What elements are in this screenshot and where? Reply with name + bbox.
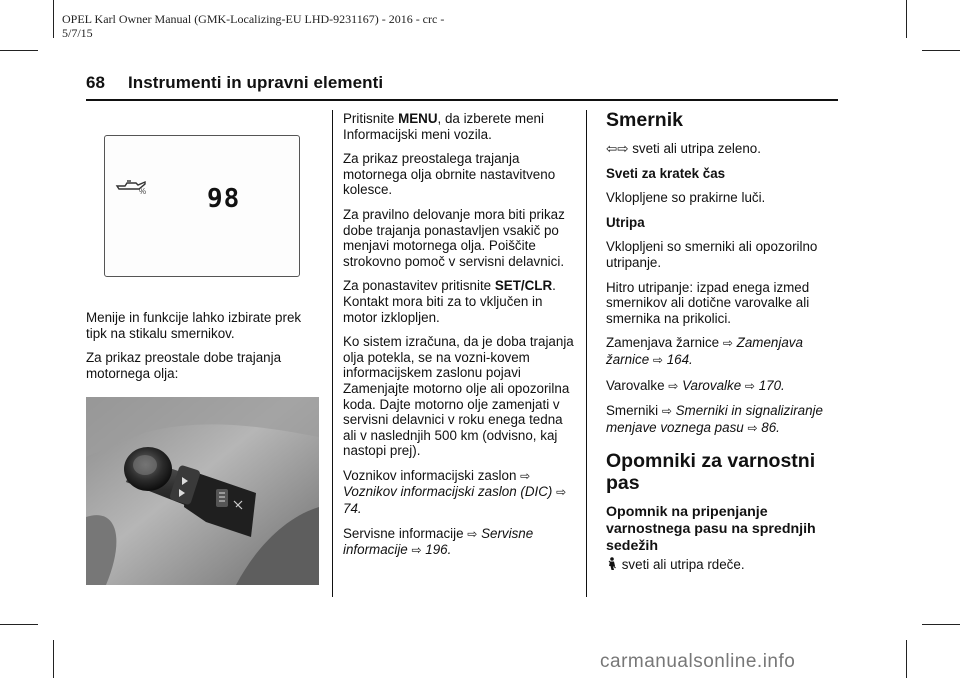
watermark: carmanualsonline.info [600,651,796,672]
arrow-right-icon: ⇨ [744,378,755,393]
arrow-right-icon: ⇨ [661,404,672,419]
text: sveti ali utripa zeleno. [632,141,761,156]
turn-signal-icon: ⇦⇨ [606,141,629,156]
header-rule [86,99,838,101]
ref-label: Voznikov informacijski zaslon [343,467,517,483]
paragraph: Menije in funkcije lahko izbirate prek tipk na stikalu smernikov. [86,310,302,341]
arrow-right-icon: ⇨ [668,378,679,393]
ref-target[interactable]: Voznikov informacijski zaslon (DIC) [343,484,553,500]
section-title: Instrumenti in upravni elementi [127,73,384,92]
page-number: 68 [86,73,106,92]
arrow-right-icon: ⇨ [722,336,733,351]
document-meta [62,12,542,40]
crop-mark [906,0,907,38]
text: sveti ali utripa rdeče. [621,557,745,573]
cross-reference[interactable]: Varovalke ⇨ Varovalke ⇨ 170. [606,377,785,393]
paragraph: Za prikaz preostale dobe trajanja motornega olja: [86,350,282,381]
paragraph [343,111,579,142]
crop-mark [0,50,38,51]
column-divider [586,110,587,597]
cross-reference[interactable]: Servisne informacije ⇨ Servisne informacije ⇨ 196. [343,525,534,558]
crop-mark [906,640,907,678]
ref-page[interactable]: 74 [343,501,358,517]
ref-label: Varovalke [606,377,665,393]
oil-life-value: 98 [207,184,241,214]
heading-smernik: Smernik [606,109,683,131]
set-clr-key: SET/CLR [494,278,553,294]
paragraph: Vklopljene so prakirne luči. [606,190,766,206]
column-left [86,310,322,390]
paragraph: Ko sistem izračuna, da je doba trajanja olja potekla, se na vozni-kovem informacijskem zaslonu pojavi Zamenjajte motorno olje ali opozorilna koda. Dajte motorno olje zamenjati v servisni delavnici v roku enega tedna ali v naslednjih 500 km (odvisno, kaj nastopi prej). [343,334,574,459]
cross-reference[interactable]: Zamenjava žarnice ⇨ Zamenjava žarnice ⇨ 164. [606,335,803,367]
subheading: Utripa [606,214,645,230]
ref-page[interactable]: 86 [761,419,777,435]
heading-pripenjanje: Opomnik na pripenjanje varnostnega pasu na sprednjih sedežih [606,504,816,555]
crop-mark [53,0,54,38]
cross-reference[interactable]: Smerniki ⇨ Smerniki in signaliziranje menjave voznega pasu ⇨ 86. [606,403,823,435]
crop-mark [0,624,38,625]
text: Za ponastavitev pritisnite [343,278,495,294]
paragraph [606,557,842,573]
page-header [86,73,383,93]
arrow-right-icon: ⇨ [411,543,422,558]
ref-label: Servisne informacije [343,525,464,541]
ref-page[interactable]: 196 [425,542,448,558]
arrow-right-icon: ⇨ [556,485,567,500]
ref-target[interactable]: Varovalke [682,377,742,393]
meta-line: OPEL Karl Owner Manual (GMK-Localizing-EU LHD-9231167) - 2016 - crc - [62,12,445,26]
crop-mark [53,640,54,678]
crop-mark [922,624,960,625]
seat-belt-icon [606,557,618,571]
oil-life-display-figure [104,135,300,277]
arrow-right-icon: ⇨ [467,526,478,541]
column-middle [343,111,579,568]
paragraph [343,278,579,325]
cross-reference[interactable]: Voznikov informacijski zaslon ⇨ Voznikov informacijski zaslon (DIC) ⇨ 74. [343,467,567,517]
arrow-right-icon: ⇨ [652,352,663,367]
paragraph: Za pravilno delovanje mora biti prikaz dobe trajanja ponastavljen vsakič po menjavi motornega olja. Poiščite strokovno pomoč v servisni delavnici. [343,206,565,269]
arrow-right-icon: ⇨ [747,420,758,435]
ref-target[interactable]: Zamenjava žarnice [606,335,803,367]
ref-label: Zamenjava žarnice [606,335,720,351]
heading-opomniki: Opomniki za varnostni pas [606,450,816,495]
paragraph [606,141,842,157]
oil-can-icon [105,136,299,276]
crop-mark [922,50,960,51]
menu-key: MENU [398,111,438,126]
ref-target[interactable]: Smerniki in signaliziranje menjave voznega pasu [606,403,823,435]
paragraph: Hitro utripanje: izpad enega izmed smernikov ali dotične varovalke ali smernika na prikolici. [606,279,810,326]
text: Pritisnite [343,111,399,126]
ref-target[interactable]: Servisne informacije [343,525,534,558]
column-divider [332,110,333,597]
ref-label: Smerniki [606,403,659,419]
subheading: Sveti za kratek čas [606,165,726,181]
turn-signal-stalk-photo [86,397,319,585]
paragraph: Za prikaz preostalega trajanja motornega olja obrnite nastavitveno kolesce. [343,151,556,198]
column-right [606,109,842,582]
percent-symbol: % [139,187,147,196]
text: , da izberete meni Informacijski meni vozila. [343,111,544,142]
text: . Kontakt mora biti za to vključen in motor izklopljen. [343,278,556,325]
ref-page[interactable]: 164 [666,351,690,367]
ref-page[interactable]: 170 [758,377,782,393]
paragraph: Vklopljeni so smerniki ali opozorilno utripanje. [606,239,818,270]
arrow-right-icon: ⇨ [520,468,531,483]
meta-line-date: 5/7/15 [62,26,93,40]
